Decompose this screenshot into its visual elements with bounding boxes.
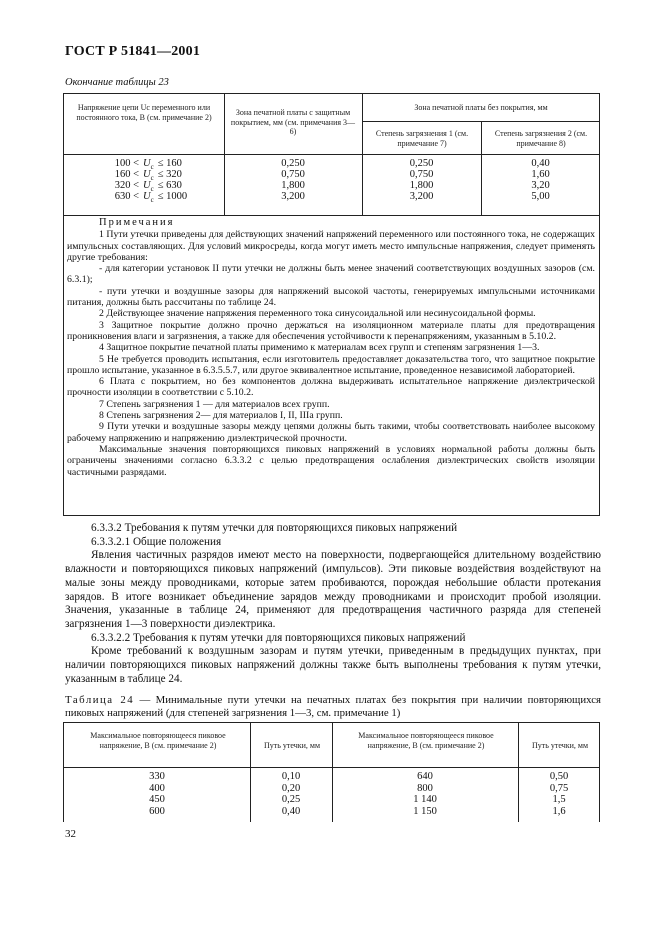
t24-path-value: 1,6 [552,805,566,817]
t24-path-column-1 [250,771,332,817]
t24-header-voltage-2 [336,731,516,750]
note-paragraph: - пути утечки и воздушные зазоры для напряжений высокой частоты, генерируемых импульсными источниками питания, должны быть рассчитаны по таблице 24. [67,285,595,309]
t24-voltage-column-1 [64,771,250,817]
range-lower-bound: 320 < [114,180,139,191]
note-paragraph: 4 Защитное покрытие печатной платы применимо к материалам всех групп и степеням загрязнения 1—3. [99,342,540,354]
pollution-2-value: 3,20 [531,180,550,191]
note-paragraph: Максимальные значения повторяющихся пиковых напряжений в условиях нормальной работы должны быть ограничены значениями согласно 6.3.3.2 с целью предотвращения ослабления диэлектрических свойств изоляции частичными разрядами. [67,443,595,478]
document-header: ГОСТ Р 51841—2001 [65,44,201,59]
pollution-1-value: 3,200 [409,191,434,202]
t24-voltage-value: 450 [149,794,165,805]
pollution-1-value: 0,250 [409,158,434,169]
t24-header-path-2 [520,741,600,751]
t24-voltage-value: 640 [417,771,433,782]
note-paragraph: 1 Пути утечки приведены для действующих значений напряжений переменного или постоянного тока, не содержащих импульсных составляющих. Для условий микросреды, когда могут иметь место импульсные напряжения, следует применять другие требования: [67,229,595,263]
t24-path-value: 0,20 [281,782,301,794]
t24-path-value: 0,10 [281,771,301,782]
range-upper-bound: ≤ 160 [157,158,182,169]
range-lower-bound: 630 < [114,191,139,202]
range-upper-bound: ≤ 1000 [157,191,188,202]
coated-value: 1,800 [281,180,305,191]
range-voltage-symbol: U [143,180,151,191]
range-voltage-symbol: U [143,158,151,169]
range-lower-bound: 160 < [114,169,139,180]
body-paragraph: Кроме требований к воздушным зазорам и путям утечки, приведенным в предыдущих пунктах, при наличии повторяющихся пиковых напряжений должны также быть выполнены требования к путям утечки, указанным в таблице 24. [65,645,601,685]
t24-path-value: 1,5 [552,794,566,805]
section-heading: 6.3.3.2 Требования к путям утечки для повторяющихся пиковых напряжений [91,522,458,534]
range-voltage-subscript: c [150,174,154,183]
table-24-label: Таблица 24 [65,694,135,706]
table-24 [63,722,600,822]
t24-header-path-1 [252,741,332,751]
note-paragraph: 8 Степень загрязнения 2— для материалов I, II, IIIa групп. [99,410,343,422]
t24-header-path-1-text: Путь утечки, мм [263,741,321,750]
table-24-caption [65,694,601,719]
note-paragraph: 7 Степень загрязнения 1 — для материалов всех групп. [99,398,330,410]
t24-voltage-value: 800 [417,782,433,794]
coated-value: 3,200 [281,191,305,202]
coated-value: 0,750 [281,169,305,180]
range-upper-bound: ≤ 320 [157,169,182,180]
t24-path-value: 0,40 [281,805,301,817]
t24-path-value: 0,25 [281,794,301,805]
header-pollution-2-text: Степень загрязнения 2 (см. примечание 8) [494,129,588,148]
subsection-heading: 6.3.3.2.2 Требования к путям утечки для повторяющихся пиковых напряжений [91,631,466,644]
range-voltage-symbol: U [143,169,151,180]
header-pollution-1-text: Степень загрязнения 1 (см. примечание 7) [375,129,469,148]
range-voltage-subscript: c [150,196,154,205]
header-coated-text: Зона печатной платы с защитным покрытием, мм (см. примечания 3—6) [230,108,356,136]
coated-value: 0,250 [281,158,305,169]
header-uncoated [364,103,598,113]
t24-voltage-value: 400 [149,782,165,794]
table-23-notes [67,217,595,478]
t24-header-voltage-1-text: Максимальное повторяющееся пиковое напряжение, В (см. примечание 2) [90,731,226,750]
t24-voltage-value: 600 [149,805,165,817]
header-pollution-2 [484,129,598,148]
coated-values-column [224,158,362,202]
notes-title: Примечания [99,217,175,228]
note-paragraph: 2 Действующее значение напряжения переменного тока синусоидальной или несинусоидальной формы. [99,308,536,320]
range-voltage-subscript: c [150,185,154,194]
page-number: 32 [65,828,76,840]
table-23-caption: Окончание таблицы 23 [65,77,169,88]
t24-path-column-2 [518,771,600,817]
t24-voltage-value: 1 150 [413,805,437,817]
pollution-1-values-column [362,158,481,202]
note-paragraph: 9 Пути утечки и воздушные зазоры между цепями должны быть такими, чтобы соответствовать наиболее высокому рабочему напряжению и напряжению диэлектрической прочности. [67,421,595,444]
t24-voltage-column-2 [332,771,518,817]
header-voltage [66,103,222,122]
t24-path-value: 0,50 [549,771,569,782]
table-24-caption-text: — Минимальные пути утечки на печатных платах без покрытия при наличии повторяющихся пиковых напряжений (для степеней загрязнения 1—3, см. примечание 1) [65,694,601,719]
header-uncoated-text: Зона печатной платы без покрытия, мм [414,103,548,112]
voltage-range-row [106,191,187,206]
t24-voltage-value: 330 [149,771,165,782]
t24-path-value: 0,75 [549,782,569,794]
pollution-1-value: 0,750 [409,169,434,180]
range-voltage-subscript: c [150,163,154,172]
pollution-1-value: 1,800 [409,180,434,191]
note-paragraph: - для категории установок II пути утечки не должны быть менее значений соответствующих воздушных зазоров (см. 6.3.1); [67,263,595,286]
t24-voltage-value: 1 140 [413,794,437,805]
pollution-2-value: 5,00 [531,191,550,202]
body-paragraph: Явления частичных разрядов имеют место на поверхности, подвергающейся длительному воздействию влажности и повторяющихся пиковых напряжений (импульсов). Эти пиковые воздействия воздействуют на малые зоны между проводниками, которые затем пробиваются, порождая небольшие области протекания зарядов. В итоге возникает объединение зарядов между проводниками и происходит пробой изоляции. Значения, указанные в таблице 24, применяют для предотвращения частичного разряда для степеней загрязнения 1—3 поверхности диэлектрика. [65,549,601,630]
range-voltage-symbol: U [143,191,151,202]
note-paragraph: 3 Защитное покрытие должно прочно держаться на изоляционном материале платы для предотвращения проникновения влаги и загрязнения, а также для обеспечения устойчивости к перенапряжениям, указанным в 5.10.2. [67,319,595,342]
t24-header-path-2-text: Путь утечки, мм [531,741,589,750]
range-lower-bound: 100 < [114,158,139,169]
header-pollution-1 [366,129,478,148]
header-coated [228,108,358,137]
table-23 [63,93,600,516]
t24-header-voltage-1 [68,731,248,750]
note-paragraph: 6 Плата с покрытием, но без компонентов должна выдерживать испытательное напряжение диэлектрической прочности изоляции в соответствии с 5.10.2. [67,376,595,399]
range-upper-bound: ≤ 630 [157,180,182,191]
t24-header-voltage-2-text: Максимальное повторяющееся пиковое напряжение, В (см. примечание 2) [358,731,494,750]
pollution-2-value: 0,40 [531,158,550,169]
note-paragraph: 5 Не требуется проводить испытания, если изготовитель предоставляет доказательства того, что защитное покрытие прошло испытание, указанное в 6.3.5.5.7, или другое эквивалентное испытание, проведенное независимой лабораторией. [67,353,595,376]
pollution-2-values-column [481,158,600,202]
pollution-2-value: 1,60 [531,169,550,180]
subsection-heading: 6.3.3.2.1 Общие положения [91,535,222,548]
header-voltage-text: Напряжение цепи Uc переменного или постоянного тока, В (см. примечание 2) [76,103,212,122]
section-body [65,522,601,686]
